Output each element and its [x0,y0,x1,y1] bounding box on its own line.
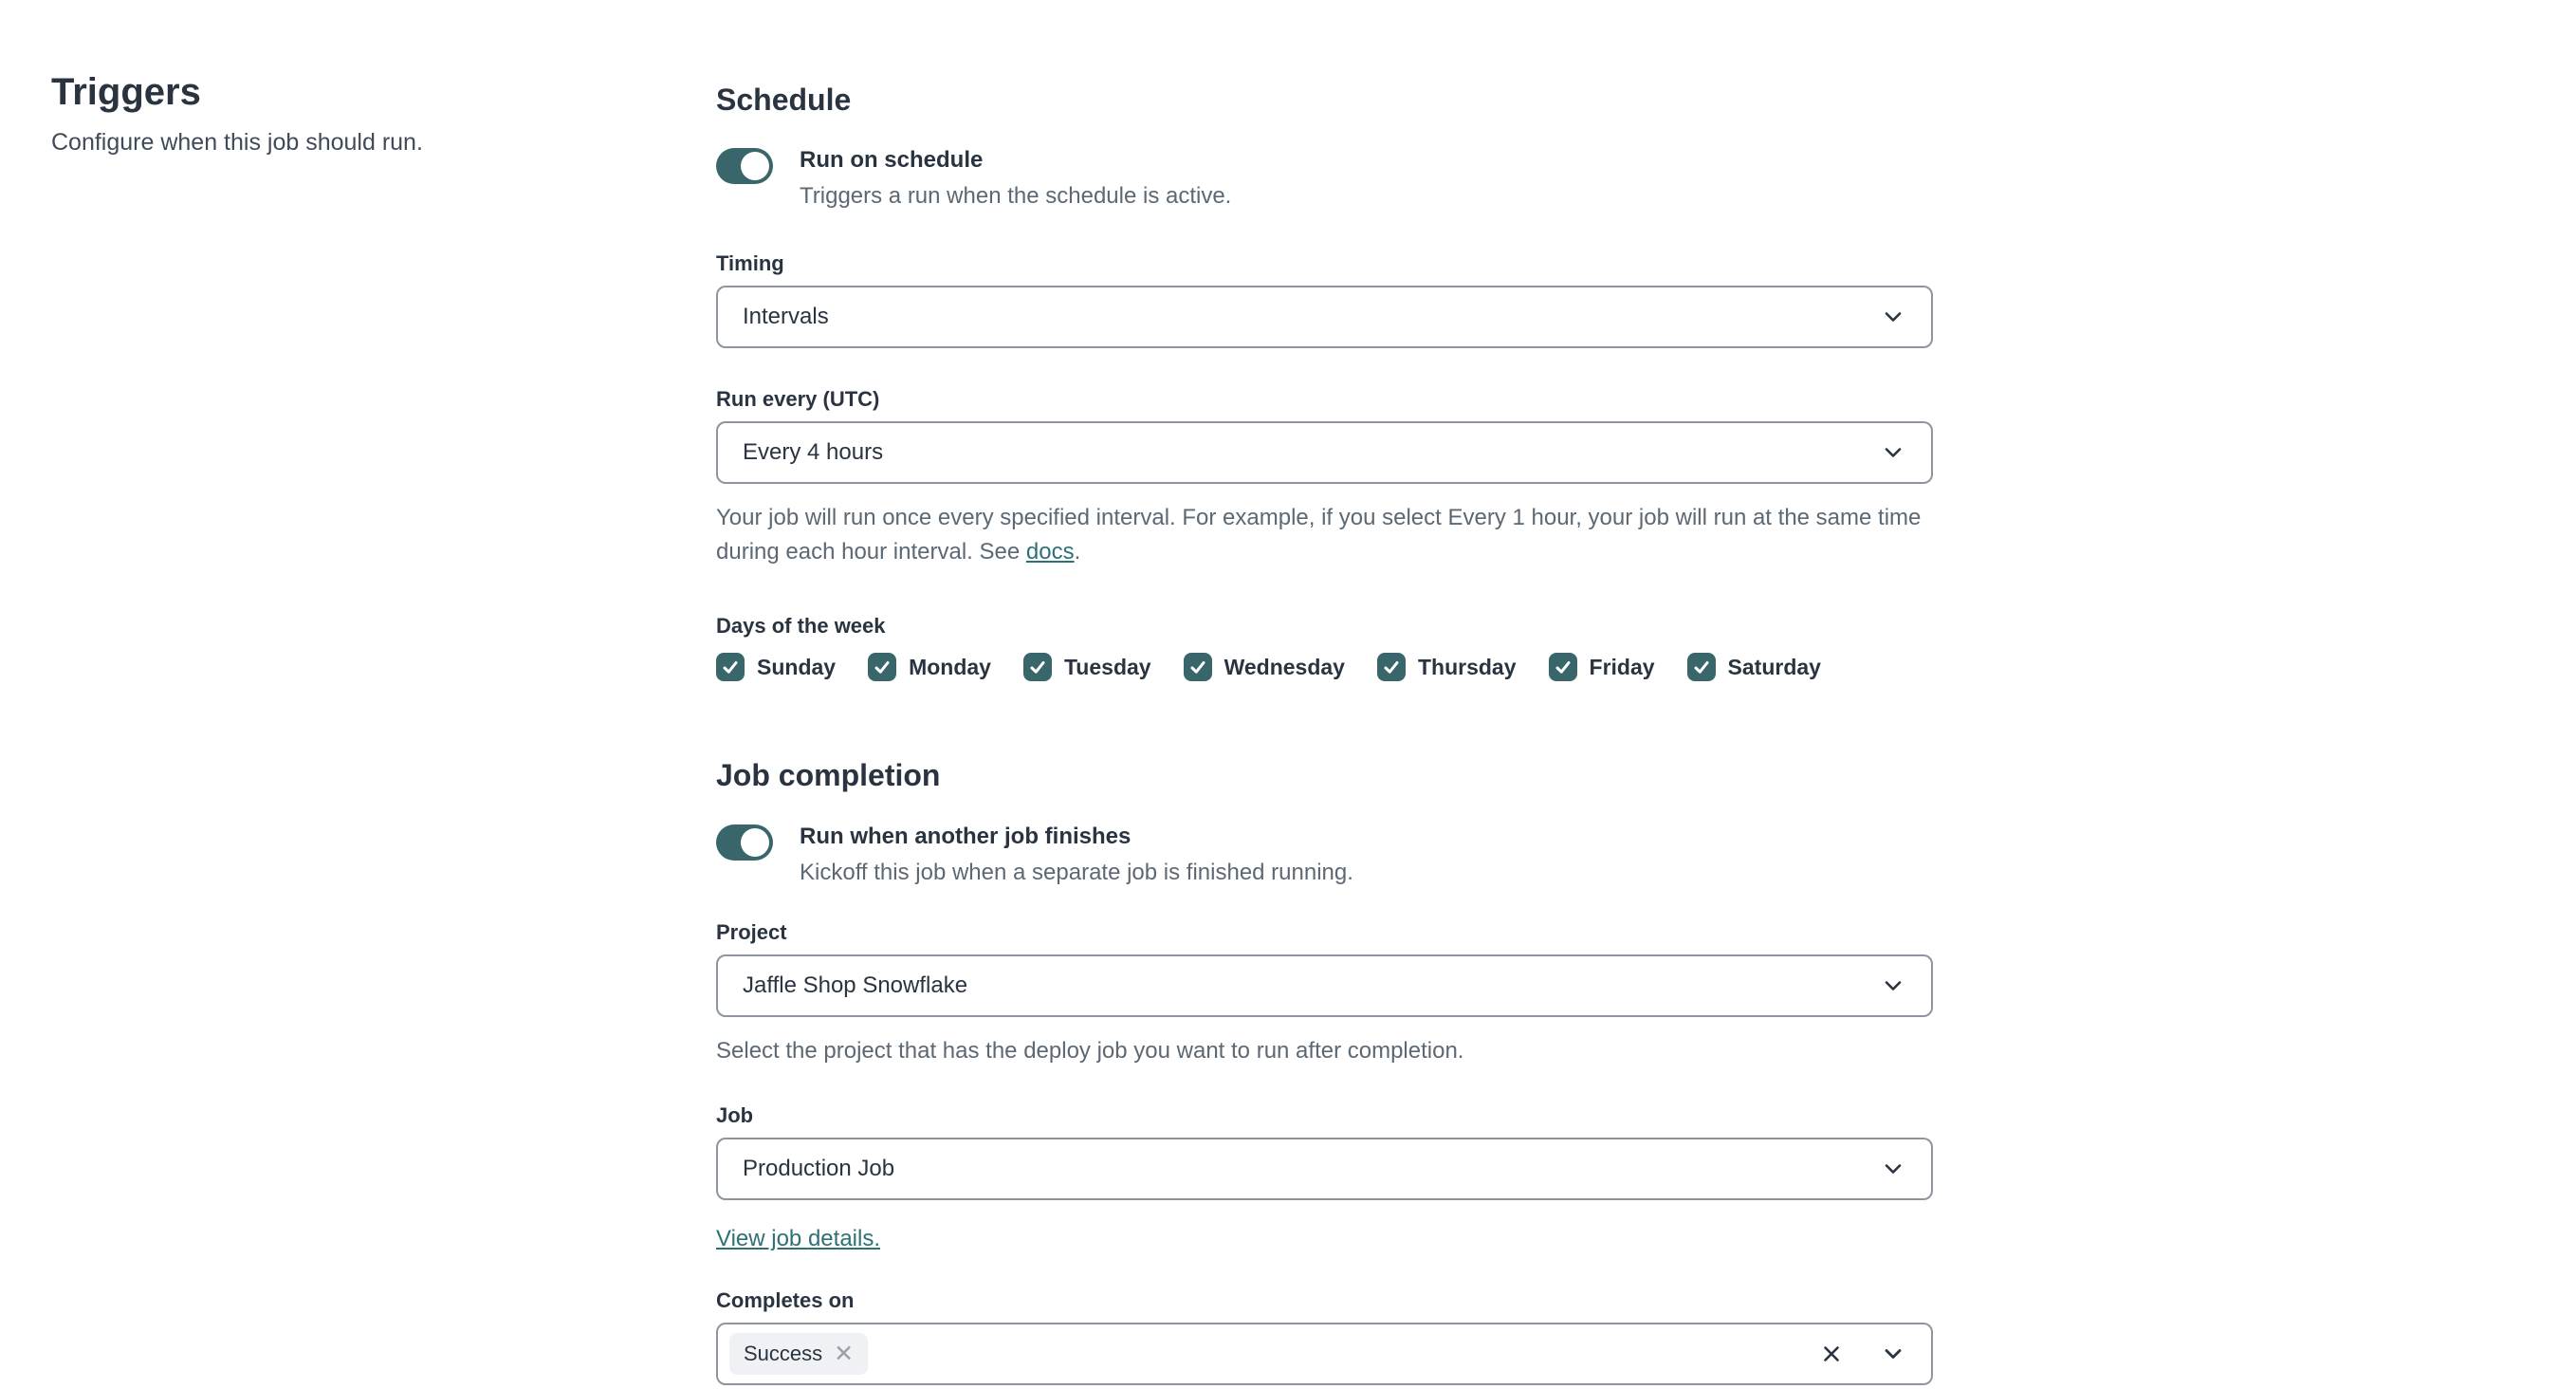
run-every-selected-value: Every 4 hours [743,439,884,466]
multiselect-controls [1819,1341,1906,1367]
timing-selected-value: Intervals [743,304,829,330]
run-when-job-finishes-row [716,823,1933,887]
project-field [716,919,1933,1068]
chevron-down-icon [1880,1156,1906,1182]
completes-on-label: Completes on [716,1287,855,1312]
chevron-down-icon [1880,304,1906,330]
day-label: Wednesday [1224,654,1345,679]
run-when-job-finishes-description: Kickoff this job when a separate job is finished running. [800,859,1353,885]
day-checkbox-thursday[interactable] [1377,653,1517,681]
timing-select[interactable] [716,286,1933,348]
run-on-schedule-text [800,146,1231,211]
days-of-week-label: Days of the week [716,614,886,639]
section-intro [51,70,620,158]
chevron-down-icon [1880,439,1906,466]
day-checkbox-monday[interactable] [868,653,991,681]
days-of-week-field [716,613,1933,681]
clear-all-icon[interactable] [1819,1342,1844,1366]
project-help-text: Select the project that has the deploy job you want to run after completion. [716,1037,1464,1064]
project-selected-value: Jaffle Shop Snowflake [743,972,968,998]
chevron-down-icon [1880,972,1906,999]
job-selected-value: Production Job [743,1155,895,1181]
view-job-details-link[interactable]: View job details. [716,1225,880,1251]
docs-link[interactable]: docs [1025,539,1075,565]
job-completion-heading: Job completion [716,758,941,793]
timing-label: Timing [716,251,784,276]
project-select[interactable] [716,954,1933,1017]
run-on-schedule-row [716,146,1933,211]
run-every-select[interactable] [716,421,1933,484]
page-subtitle: Configure when this job should run. [51,129,423,156]
toggle-knob [741,152,769,180]
run-every-label: Run every (UTC) [716,387,880,412]
tag-label: Success [744,1341,823,1365]
run-on-schedule-description: Triggers a run when the schedule is active. [800,183,1232,210]
day-checkbox-wednesday[interactable] [1184,653,1345,681]
chevron-down-icon[interactable] [1880,1341,1906,1367]
toggle-knob [741,828,769,857]
day-checkbox-sunday[interactable] [716,653,836,681]
checkbox-checked-icon [1549,653,1577,681]
run-on-schedule-label: Run on schedule [800,147,984,174]
timing-field [716,250,1933,348]
day-label: Friday [1589,654,1655,679]
day-checkbox-friday[interactable] [1549,653,1655,681]
checkbox-checked-icon [1377,653,1406,681]
day-label: Tuesday [1063,654,1151,679]
checkbox-checked-icon [1687,653,1716,681]
day-label: Thursday [1417,654,1517,679]
day-label: Monday [909,654,991,679]
checkbox-checked-icon [868,653,896,681]
checkbox-checked-icon [716,653,745,681]
project-label: Project [716,919,787,944]
day-label: Sunday [757,654,837,679]
run-on-schedule-toggle[interactable] [716,148,773,184]
triggers-form [716,82,1933,1385]
day-label: Saturday [1727,654,1821,679]
days-of-week-group [716,653,1933,681]
job-label: Job [716,1102,754,1127]
job-select[interactable] [716,1138,1933,1200]
completes-on-field [716,1287,1933,1385]
day-checkbox-saturday[interactable] [1687,653,1821,681]
completes-on-select[interactable] [716,1323,1933,1385]
selected-tag-success [729,1333,868,1375]
run-when-job-finishes-label: Run when another job finishes [800,823,1132,849]
remove-tag-icon[interactable]: ✕ [834,1340,855,1367]
schedule-heading: Schedule [716,83,852,117]
checkbox-checked-icon [1023,653,1052,681]
run-when-job-finishes-toggle[interactable] [716,824,773,861]
run-when-job-finishes-text [800,823,1353,887]
day-checkbox-tuesday[interactable] [1023,653,1151,681]
run-every-help-text: Your job will run once every specified interval. For example, if you select Every 1 hour, your job will run at the same time during each hour interval. See docs. [716,505,1922,565]
run-every-field [716,386,1933,569]
checkbox-checked-icon [1184,653,1212,681]
job-field [716,1102,1933,1253]
page-title: Triggers [51,71,201,113]
